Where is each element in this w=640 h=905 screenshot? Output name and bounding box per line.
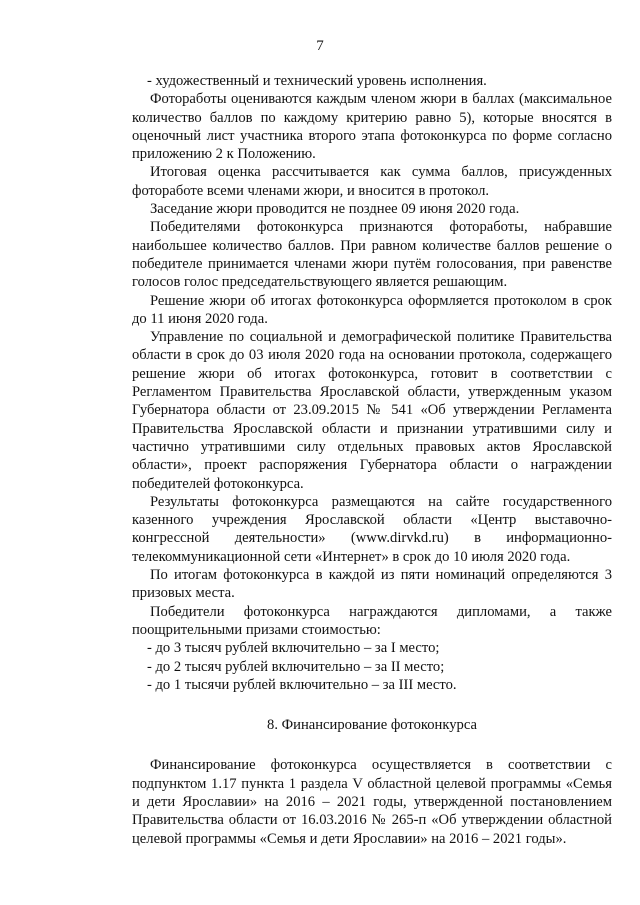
section-heading: 8. Финансирование фотоконкурса bbox=[267, 717, 477, 734]
paragraph-department: Управление по социальной и демографической политике Правительства области в срок до 03 июля 2020 года на основании протокола, содержащего решение жюри об итогах фотоконкурса, готовит в соответствии с Регламентом Правительства Ярославской области, утвержденным указом Губернатора области от 23.09.2015 № 541 «Об утверждении Регламента Правительства Ярославской области и признании утратившими силу и частично утратившими силу отдельных правовых актов Ярославской области», проект распоряжения Губернатора области о награждении победителей фотоконкурса. bbox=[132, 329, 612, 492]
paragraph-winners: Победителями фотоконкурса признаются фотоработы, набравшие наибольшее количество баллов. При равном количестве баллов решение о победителе принимается членами жюри путём голосования, при равенстве голосов голос председательствующего является решающим. bbox=[132, 219, 612, 291]
paragraph-prize-places: По итогам фотоконкурса в каждой из пяти номинаций определяются 3 призовых места. bbox=[132, 567, 612, 602]
paragraph-awards: Победители фотоконкурса награждаются дипломами, а также поощрительными призами стоимостью: bbox=[132, 603, 612, 638]
paragraph-jury-decision: Решение жюри об итогах фотоконкурса оформляется протоколом в срок до 11 июня 2020 года. bbox=[132, 292, 612, 327]
prize-list-item-second: - до 2 тысяч рублей включительно – за II место; bbox=[147, 658, 445, 675]
document-body bbox=[132, 72, 612, 848]
criterion-list-item: - художественный и технический уровень исполнения. bbox=[147, 73, 487, 89]
prize-list-item-first: - до 3 тысяч рублей включительно – за I место; bbox=[147, 640, 440, 657]
paragraph-scoring: Фотоработы оцениваются каждым членом жюри в баллах (максимальное количество баллов по каждому критерию равно 5), которые вносятся в оценочный лист участника второго этапа фотоконкурса по форме согласно приложению 2 к Положению. bbox=[132, 91, 612, 163]
prize-list-item-third: - до 1 тысячи рублей включительно – за III место. bbox=[147, 676, 457, 693]
paragraph-jury-meeting: Заседание жюри проводится не позднее 09 июня 2020 года. bbox=[150, 201, 520, 218]
paragraph-financing: Финансирование фотоконкурса осуществляется в соответствии с подпунктом 1.17 пункта 1 раздела V областной целевой программы «Семья и дети Ярославии» на 2016 – 2021 годы, утвержденной постановлением Правительства области от 16.03.2016 № 265-п «Об утверждении областной целевой программы «Семья и дети Ярославии» на 2016 – 2021 годы». bbox=[132, 757, 612, 847]
paragraph-results: Результаты фотоконкурса размещаются на сайте государственного казенного учреждения Ярославской области «Центр выставочно-конгрессной деятельности» (www.dirvkd.ru) в информационно-телекоммуникационной сети «Интернет» в срок до 10 июля 2020 года. bbox=[132, 493, 612, 565]
paragraph-total-score: Итоговая оценка рассчитывается как сумма баллов, присужденных фотоработе всеми членами жюри, и вносится в протокол. bbox=[132, 164, 612, 199]
page-number: 7 bbox=[316, 38, 324, 54]
